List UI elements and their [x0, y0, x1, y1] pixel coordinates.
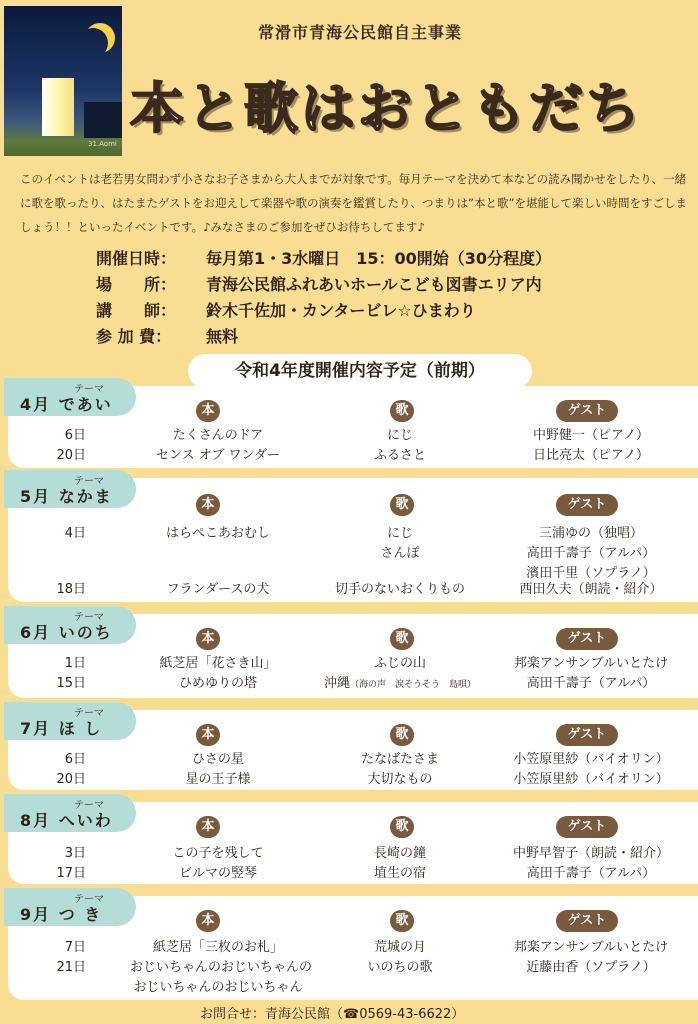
- day-cell: 1日: [64, 656, 86, 671]
- glowing-door-icon: [42, 78, 74, 136]
- guest-cell: 高田千壽子（アルパ）: [526, 676, 656, 691]
- month-name: 4月 であい: [20, 395, 113, 414]
- month-name: 5月 なかま: [20, 487, 113, 506]
- month-section-april: [0, 378, 698, 468]
- theme-label: テーマ: [74, 800, 104, 811]
- guest-cell: 中野健一（ピアノ）: [533, 428, 649, 443]
- day-cell: 20日: [56, 448, 86, 463]
- organizer: 常滑市青海公民館自主事業: [258, 23, 463, 42]
- guest-badge: ゲスト: [556, 816, 618, 838]
- guest-badge: ゲスト: [556, 628, 618, 650]
- song-badge: 歌: [390, 910, 414, 932]
- illustration-signature: 31.Aomi: [88, 140, 117, 148]
- month-section-august: [0, 794, 698, 884]
- song-note: （海の声 涙そうそう 島唄）: [350, 680, 477, 690]
- song-badge: 歌: [390, 400, 414, 422]
- book-cell: たくさんのドア: [172, 428, 264, 443]
- book-cell: センス オブ ワンダー: [156, 448, 280, 463]
- schedule-title: 令和4年度開催内容予定（前期）: [188, 354, 532, 388]
- guest-badge: ゲスト: [556, 494, 618, 516]
- page-title: 本と歌はおともだち: [130, 77, 643, 140]
- book-cell: ビルマの竪琴: [178, 866, 257, 881]
- house-silhouette-icon: [84, 102, 122, 138]
- guest-cell: 高田千壽子（アルパ）: [526, 866, 656, 881]
- book-cell: はらぺこあおむし: [165, 526, 270, 541]
- guest-cell: 中野早智子（朗読・紹介）: [512, 846, 669, 861]
- day-cell: 7日: [64, 940, 86, 955]
- intro-text: このイベントは老若男女問わず小さなお子さまから大人までが対象です。毎月テーマを決めて本などの読み聞かせをしたり、一緒に歌を歌ったり、はたまたゲストをお迎えして楽器や歌の演奏を鑑賞したり、つまりは”本と歌”を堪能して楽しい時間をすごしましょう！！といったイベントです。♪みなさまのご参加をぜひお待ちしてます♪: [20, 172, 687, 234]
- song-cell: 大切なもの: [367, 772, 433, 787]
- month-tab: [4, 702, 136, 740]
- month-name: 6月 いのち: [20, 623, 113, 642]
- day-cell: 15日: [56, 676, 86, 691]
- month-tab: [4, 606, 136, 644]
- info-label: 講 師：: [96, 301, 177, 320]
- guest-cell: 日比亮太（ピアノ）: [533, 448, 649, 463]
- month-name: 7月 ほ し: [20, 719, 103, 738]
- book-cell: 星の王子様: [185, 772, 251, 787]
- theme-label: テーマ: [74, 708, 104, 719]
- guest-cell: 濱田千里（ソプラノ）: [526, 566, 656, 581]
- info-label: 開催日時：: [96, 249, 177, 268]
- month-tab: [4, 888, 136, 926]
- song-badge: 歌: [390, 628, 414, 650]
- book-cell: ひさの星: [191, 752, 244, 767]
- song-cell: 埴生の宿: [373, 866, 426, 881]
- song-cell: ふじの山: [373, 656, 426, 671]
- guest-cell: 小笠原里紗（バイオリン）: [513, 772, 669, 787]
- song-cell: にじ: [386, 428, 413, 443]
- crescent-moon-icon: [78, 28, 108, 58]
- theme-label: テーマ: [74, 612, 104, 623]
- book-cell: 紙芝居「花さき山」: [159, 656, 277, 671]
- info-label: 場 所：: [96, 275, 177, 294]
- info-row-fee: [96, 324, 551, 350]
- day-cell: 3日: [64, 846, 86, 861]
- book-cell: おじいちゃんのおじいちゃん: [133, 980, 303, 995]
- day-cell: 4日: [64, 526, 86, 541]
- cover-illustration: [4, 6, 122, 156]
- book-badge: 本: [196, 400, 220, 422]
- song-cell: 切手のないおくりもの: [334, 582, 465, 597]
- day-cell: 6日: [64, 428, 86, 443]
- song-cell: いのちの歌: [367, 960, 433, 975]
- month-section-may: [0, 470, 698, 602]
- book-cell: フランダースの犬: [166, 582, 270, 597]
- book-badge: 本: [196, 816, 220, 838]
- song-cell: たなばたさま: [360, 752, 439, 767]
- info-value: 毎月第1・3水曜日 15：00開始（30分程度）: [206, 249, 552, 268]
- guest-cell: 西田久夫（朗読・紹介）: [519, 582, 663, 597]
- book-badge: 本: [196, 628, 220, 650]
- month-tab: [4, 378, 136, 416]
- book-cell: ひめゆりの塔: [178, 676, 257, 691]
- info-value: 鈴木千佐加・カンタービレ☆ひまわり: [206, 301, 476, 320]
- info-value: 青海公民館ふれあいホールこども図書エリア内: [206, 275, 542, 294]
- month-name: 9月 つ き: [20, 905, 103, 924]
- song-title: 沖縄: [323, 676, 350, 691]
- song-cell: ふるさと: [373, 448, 426, 463]
- month-name: 8月 へいわ: [20, 811, 113, 830]
- guest-badge: ゲスト: [556, 724, 618, 746]
- song-badge: 歌: [390, 494, 414, 516]
- theme-label: テーマ: [74, 894, 104, 905]
- book-cell: おじいちゃんのおじいちゃんの: [130, 960, 313, 975]
- book-cell: この子を残して: [172, 846, 264, 861]
- month-tab: [4, 470, 136, 508]
- guest-cell: 邦楽アンサンブルいとたけ: [513, 656, 669, 671]
- month-section-june: [0, 606, 698, 698]
- guest-badge: ゲスト: [556, 400, 618, 422]
- book-cell: 紙芝居「三枚のお札」: [152, 940, 283, 955]
- month-tab: [4, 794, 136, 832]
- book-badge: 本: [196, 910, 220, 932]
- event-info: [96, 246, 551, 350]
- book-badge: 本: [196, 494, 220, 516]
- info-label: 参 加 費：: [96, 327, 172, 346]
- song-cell: さんぽ: [380, 546, 420, 561]
- month-section-july: [0, 702, 698, 790]
- book-badge: 本: [196, 724, 220, 746]
- info-row-instructor: [96, 298, 551, 324]
- guest-cell: 邦楽アンサンブルいとたけ: [513, 940, 669, 955]
- theme-label: テーマ: [74, 384, 104, 395]
- info-row-datetime: [96, 246, 551, 272]
- song-cell: 荒城の月: [373, 940, 426, 955]
- day-cell: 18日: [56, 582, 86, 597]
- day-cell: 17日: [56, 866, 86, 881]
- guest-cell: 三浦ゆの（独唱）: [538, 526, 643, 541]
- day-cell: 21日: [56, 960, 86, 975]
- contact-info: お問合せ：青海公民館（☎0569-43-6622）: [200, 1007, 465, 1022]
- song-cell: にじ: [386, 526, 413, 541]
- guest-badge: ゲスト: [556, 910, 618, 932]
- song-badge: 歌: [390, 724, 414, 746]
- guest-cell: 高田千壽子（アルパ）: [526, 546, 656, 561]
- song-badge: 歌: [390, 816, 414, 838]
- day-cell: 20日: [56, 772, 86, 787]
- song-cell: 長崎の鐘: [373, 846, 426, 861]
- day-cell: 6日: [64, 752, 86, 767]
- theme-label: テーマ: [74, 476, 104, 487]
- month-section-september: [0, 888, 698, 998]
- info-value: 無料: [206, 327, 239, 346]
- info-row-place: [96, 272, 551, 298]
- guest-cell: 近藤由香（ソプラノ）: [526, 960, 656, 975]
- song-cell: [300, 672, 500, 691]
- guest-cell: 小笠原里紗（バイオリン）: [513, 752, 669, 767]
